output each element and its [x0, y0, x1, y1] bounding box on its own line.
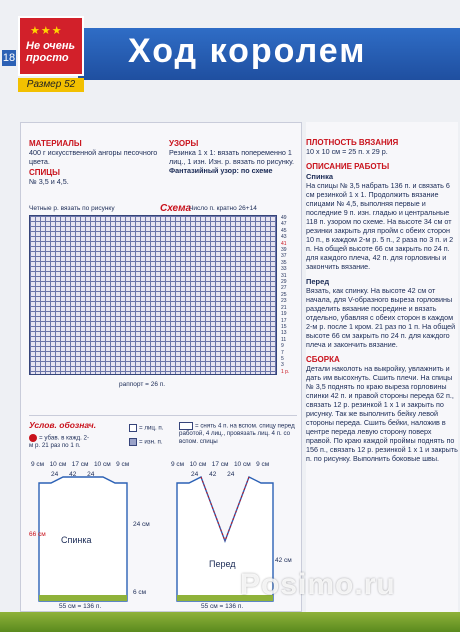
difficulty-text: Не очень просто: [26, 40, 75, 64]
density-heading: ПЛОТНОСТЬ ВЯЗАНИЯ: [306, 138, 399, 147]
repeat-label: раппорт = 26 п.: [119, 381, 166, 388]
chart-note-left: Четные р. вязать по рисунку: [29, 205, 115, 212]
decrease-symbol-icon: [29, 434, 37, 442]
legend-purl: = изн. п.: [129, 438, 169, 446]
materials-heading: МАТЕРИАЛЫ: [29, 139, 82, 148]
watermark-logo: Posimo.ru: [240, 568, 396, 601]
front-label: Перед: [209, 559, 236, 569]
row-number: 49: [281, 215, 287, 221]
patterns-heading: УЗОРЫ: [169, 139, 199, 148]
row-number: 37: [281, 253, 287, 260]
assembly-heading: СБОРКА: [306, 355, 340, 364]
back-label: Спинка: [61, 535, 92, 545]
header: [18, 16, 460, 92]
back-rib-band: [39, 595, 127, 601]
chart-grid: [29, 215, 277, 375]
row-number: 25: [281, 291, 287, 298]
fancy-pattern-text: Фантазийный узор: по схеме: [169, 166, 273, 175]
row-number: 27: [281, 285, 287, 292]
armhole-height: 24 см: [133, 521, 150, 528]
row-number: 3: [281, 362, 284, 369]
right-panel: [306, 122, 458, 612]
star-icon: ★★★: [30, 25, 63, 37]
needles-text: № 3,5 и 4,5.: [29, 177, 69, 186]
back-bottom-dim: 55 см = 136 п.: [59, 603, 102, 610]
cable-symbol-icon: [179, 422, 193, 430]
back-text: На спицы № 3,5 набрать 136 п. и связать 6 см резинкой 1 х 1. Продолжить вязание спицами № 4,5, выполняя первые и последние 9 п. изн. гладью и центральные 118 п. узором по схеме. На высоте 34 см от резинки закрыть для пройм с обеих сторон 10 п., в каждом 2-м р. 5 п., 2 раза по 3 п. и 2 п. На общей высоте 66 см закрыть по 24 п. для каждого плеча, 42 п. для горловины и закончить вязание.: [306, 181, 454, 271]
row-number: 39: [281, 247, 287, 254]
chart-title: Схема: [157, 203, 194, 214]
row-number: 5: [281, 355, 284, 362]
row-number: 23: [281, 298, 287, 305]
page-title: Ход королем: [128, 32, 367, 70]
row-number: 7: [281, 349, 284, 356]
legend-decrease: = убав. в кажд. 2-м р. 21 раз по 1 п.: [29, 434, 90, 450]
front-height: 42 см: [275, 557, 292, 564]
description-heading: ОПИСАНИЕ РАБОТЫ: [306, 162, 390, 171]
front-bottom-dim: 55 см = 136 п.: [201, 603, 244, 610]
row-number: 19: [281, 311, 287, 318]
front-text: Вязать, как спинку. На высоте 42 см от начала, для V-образного выреза горловины разделить вязание посредине и вязать отдельно, убавляя с обеих сторон в каждом 2-м р. после 1 кром. 21 раз по 1 п. На общей высоте 66 см закрыть по 24 п. для каждого плеча и закончить вязание.: [306, 286, 456, 349]
row-number: 41: [281, 240, 287, 247]
materials-block: [29, 139, 159, 186]
row-number: 33: [281, 266, 287, 273]
purl-symbol-icon: [129, 438, 137, 446]
density-text: 10 х 10 см = 25 п. х 29 р.: [306, 147, 388, 156]
legend-title: Услов. обознач.: [29, 420, 97, 430]
row-number: 11: [281, 336, 287, 343]
row-number: 45: [281, 227, 287, 234]
patterns-block: [169, 139, 297, 175]
chart-note-right: Число п. кратно 26+14: [189, 205, 257, 212]
size-label: Размер 52: [18, 78, 84, 92]
row-number: 47: [281, 221, 287, 228]
assembly-text: Детали наколоть на выкройку, увлажнить и дать им высохнуть. Сшить плечи. На спицы № 3,5 поднять по краю выреза горловины спинки 42 п. и правой стороны переда 62 п., связать 12 р. резинкой 1 х 1 и закрыть по рисунку. Так же выполнить бейку левой стороны переда. Сшить бейки, наложив в центре переда левую сторону поверх правой. По краю каждой проймы поднять по 156 п., связать 12 р. резинкой 1 х 1 и закрыть п. по рисунку. Выполнить боковые швы.: [306, 364, 458, 463]
front-top-dim: 9 см 10 см 17 см 10 см 9 см: [171, 461, 270, 468]
knitting-chart: [29, 203, 297, 401]
row-number: 1 р.: [281, 368, 290, 375]
legend-cable: = снять 4 п. на вспом. спицу перед работой, 4 лиц., провязать лиц. 4 п. со вспом. спицы: [179, 422, 295, 445]
left-panel: [20, 122, 302, 612]
back-height: 66 см: [29, 531, 46, 538]
row-number: 15: [281, 323, 287, 330]
row-numbers: [281, 215, 297, 375]
page-number: 18: [2, 52, 16, 64]
row-number: 29: [281, 279, 287, 286]
footer-stripe: [0, 612, 460, 632]
back-title: Спинка: [306, 172, 334, 181]
materials-text: 400 г искусственной ангоры песочного цвета.: [29, 148, 158, 166]
legend: [29, 415, 297, 455]
front-mid-dim: 24 42 24: [191, 471, 235, 478]
row-number: 17: [281, 317, 287, 324]
row-number: 43: [281, 234, 287, 241]
row-number: 13: [281, 330, 287, 337]
row-number: 9: [281, 343, 284, 350]
row-number: 31: [281, 272, 287, 279]
back-mid-dim: 24 42 24: [51, 471, 95, 478]
front-title: Перед: [306, 277, 330, 286]
legend-knit: = лиц. п.: [129, 424, 169, 432]
row-number: 21: [281, 304, 287, 311]
difficulty-badge: [18, 16, 84, 76]
needles-heading: СПИЦЫ: [29, 168, 60, 177]
back-top-dim: 9 см 10 см 17 см 10 см 9 см: [31, 461, 130, 468]
rib-height: 6 см: [133, 589, 147, 596]
row-number: 35: [281, 259, 287, 266]
knit-symbol-icon: [129, 424, 137, 432]
rib-pattern-text: Резинка 1 х 1: вязать попеременно 1 лиц., 1 изн. Изн. р. вязать по рисунку.: [169, 148, 294, 166]
